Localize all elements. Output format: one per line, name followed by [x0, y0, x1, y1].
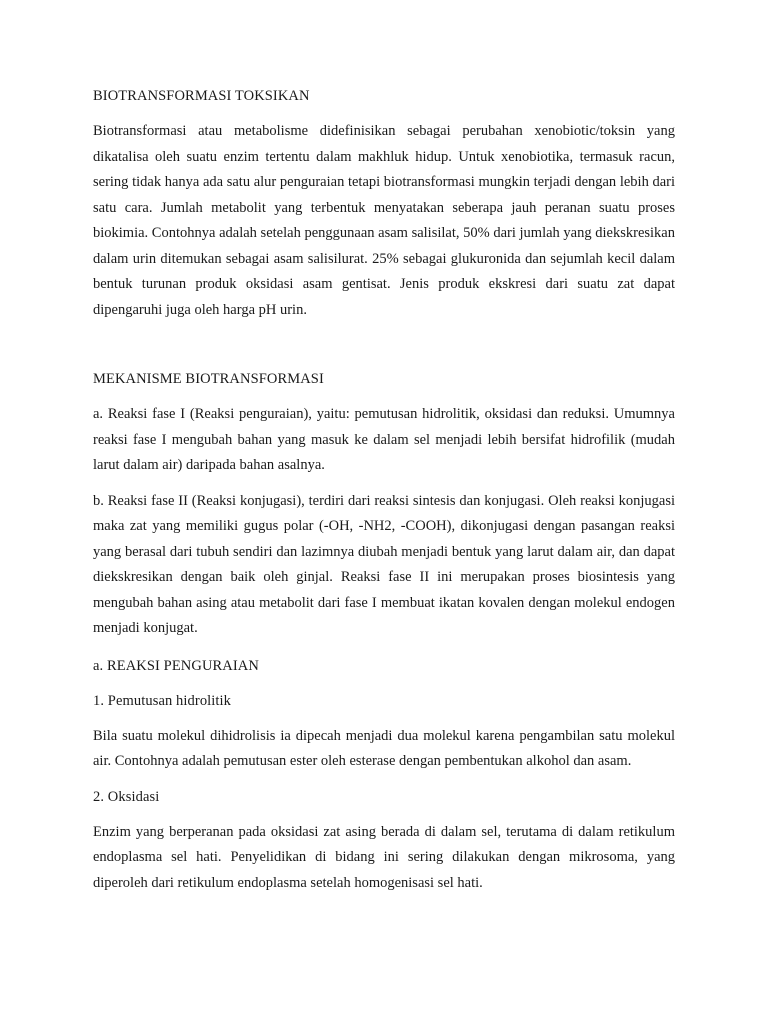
- reaksi-penguraian-heading: a. REAKSI PENGURAIAN: [93, 657, 259, 674]
- pemutusan-hidrolitik-heading: 1. Pemutusan hidrolitik: [93, 692, 232, 709]
- intro-paragraph: Biotransformasi atau metabolisme didefinisikan sebagai perubahan xenobiotic/toksin yang dikatalisa oleh suatu enzim tertentu dalam makhluk hidup. Untuk xenobiotika, termasuk racun, sering tidak hanya ada satu alur penguraian tetapi biotransformasi mungkin terjadi dengan lebih dari satu cara. Jumlah metabolit yang terbentuk menyatakan seberapa jauh peranan suatu proses biokimia. Contohnya adalah setelah penggunaan asam salisilat, 50% dari jumlah yang diekskresikan dalam urin ditemukan sebagai asam salisilurat. 25% sebagai glukuronida dan sejumlah kecil dalam bentuk turunan produk oksidasi asam gentisat. Jenis produk ekskresi dari suatu zat dapat dipengaruhi juga oleh harga pH urin.: [93, 123, 675, 318]
- document-title: BIOTRANSFORMASI TOKSIKAN: [93, 88, 310, 104]
- oksidasi-heading: 2. Oksidasi: [93, 788, 160, 805]
- oksidasi-paragraph: Enzim yang berperanan pada oksidasi zat asing berada di dalam sel, terutama di dalam retikulum endoplasma sel hati. Penyelidikan di bidang ini sering dilakukan dengan mikrosoma, yang diperoleh dari retikulum endoplasma setelah homogenisasi sel hati.: [93, 823, 675, 891]
- mekanisme-a-paragraph: a. Reaksi fase I (Reaksi penguraian), yaitu: pemutusan hidrolitik, oksidasi dan reduksi. Umumnya reaksi fase I mengubah bahan yang masuk ke dalam sel menjadi lebih bersifat hidrofilik (mudah larut dalam air) daripada bahan asalnya.: [93, 406, 675, 473]
- mekanisme-b-paragraph: b. Reaksi fase II (Reaksi konjugasi), terdiri dari reaksi sintesis dan konjugasi. Oleh reaksi konjugasi maka zat yang memiliki gugus polar (-OH, -NH2, -COOH), dikonjugasi dengan pasangan reaksi yang berasal dari tubuh sendiri dan lazimnya diubah menjadi bentuk yang larut dalam air, dan dapat diekskresikan dengan baik oleh ginjal. Reaksi fase II ini merupakan proses biosintesis yang mengubah bahan asing atau metabolit dari fase I membuat ikatan kovalen dengan molekul endogen menjadi konjugat.: [93, 492, 675, 636]
- mekanisme-heading: MEKANISME BIOTRANSFORMASI: [93, 371, 324, 387]
- document-page: [93, 84, 675, 896]
- pemutusan-hidrolitik-paragraph: Bila suatu molekul dihidrolisis ia dipecah menjadi dua molekul karena pengambilan satu molekul air. Contohnya adalah pemutusan ester oleh esterase dengan pembentukan alkohol dan asam.: [93, 727, 675, 769]
